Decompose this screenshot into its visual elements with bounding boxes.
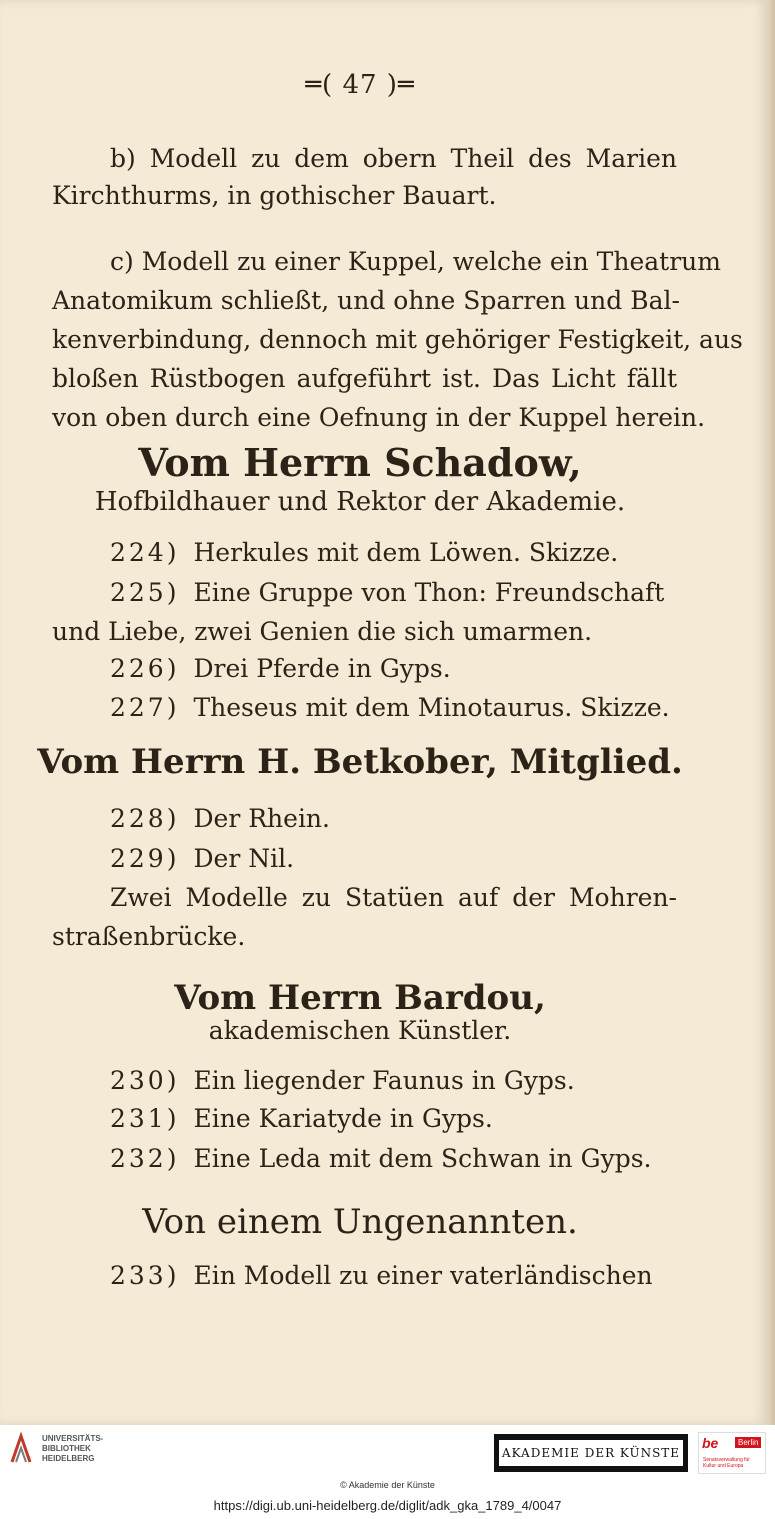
library-logo-text: UNIVERSITÄTS- BIBLIOTHEK HEIDELBERG bbox=[42, 1434, 104, 1463]
entry-text: Ein Modell zu einer vaterländischen bbox=[193, 1261, 653, 1290]
entry-number: 228) bbox=[110, 804, 180, 833]
entry-text: Der Nil. bbox=[193, 844, 295, 873]
catalog-entry bbox=[110, 1068, 677, 1093]
section-heading: Vom Herrn Bardou, bbox=[174, 978, 546, 1018]
text-line: Anatomikum schließt, und ohne Sparren und Bal- bbox=[52, 286, 680, 315]
library-emblem-icon bbox=[8, 1432, 34, 1466]
berlin-logo-city: Berlin bbox=[735, 1437, 761, 1448]
entry-number: 232) bbox=[110, 1144, 180, 1173]
text-line: kenverbindung, dennoch mit gehöriger Festigkeit, aus bbox=[52, 325, 743, 354]
berlin-logo-subtitle: Senatsverwaltung für Kultur und Europa bbox=[703, 1457, 750, 1469]
section-subheading: akademischen Künstler. bbox=[208, 1016, 512, 1045]
section-heading: Vom Herrn Schadow, bbox=[138, 440, 582, 485]
text-line: b) Modell zu dem obern Theil des Marien bbox=[110, 144, 677, 173]
entry-number: 224) bbox=[110, 538, 180, 567]
catalog-entry bbox=[110, 846, 677, 871]
berlin-logo-mark: be bbox=[702, 1435, 719, 1451]
catalog-entry bbox=[110, 1106, 677, 1131]
entry-number: 226) bbox=[110, 654, 180, 683]
section-subheading: Hofbildhauer und Rektor der Akademie. bbox=[94, 487, 626, 517]
adk-logo-label: AKADEMIE DER KÜNSTE bbox=[499, 1440, 683, 1466]
entry-text: Ein liegender Faunus in Gyps. bbox=[193, 1066, 575, 1095]
catalog-entry bbox=[110, 580, 677, 605]
adk-logo[interactable] bbox=[494, 1434, 688, 1472]
catalog-entry bbox=[110, 1146, 677, 1171]
entry-number: 231) bbox=[110, 1104, 180, 1133]
page-number-header: ═( 47 )═ bbox=[305, 70, 415, 100]
text-line: Kirchthurms, in gothischer Bauart. bbox=[52, 181, 497, 210]
entry-text: Eine Gruppe von Thon: Freundschaft bbox=[193, 578, 665, 607]
entry-number: 229) bbox=[110, 844, 180, 873]
catalog-entry bbox=[110, 806, 677, 831]
entry-text: Drei Pferde in Gyps. bbox=[193, 654, 451, 683]
text-line: bloßen Rüstbogen aufgeführt ist. Das Licht fällt bbox=[52, 364, 677, 393]
catalog-entry bbox=[110, 656, 677, 681]
text-line: von oben durch eine Oefnung in der Kuppel herein. bbox=[52, 403, 706, 432]
entry-number: 233) bbox=[110, 1261, 180, 1290]
catalog-entry: Zwei Modelle zu Statüen auf der Mohren- bbox=[110, 883, 677, 912]
ub-heidelberg-logo[interactable] bbox=[8, 1432, 112, 1466]
berlin-senate-logo[interactable] bbox=[698, 1432, 766, 1474]
catalog-entry: und Liebe, zwei Genien die sich umarmen. bbox=[52, 617, 593, 646]
catalog-entry bbox=[110, 1263, 677, 1288]
catalog-entry bbox=[110, 695, 677, 720]
entry-text: Herkules mit dem Löwen. Skizze. bbox=[193, 538, 619, 567]
entry-number: 225) bbox=[110, 578, 180, 607]
entry-number: 227) bbox=[110, 693, 180, 722]
section-heading: Vom Herrn H. Betkober, Mitglied. bbox=[37, 742, 683, 782]
copyright-text: © Akademie der Künste bbox=[340, 1480, 435, 1490]
catalog-entry: straßenbrücke. bbox=[52, 922, 246, 951]
entry-text: Theseus mit dem Minotaurus. Skizze. bbox=[193, 693, 670, 722]
entry-text: Der Rhein. bbox=[193, 804, 330, 833]
catalog-entry bbox=[110, 540, 677, 565]
entry-text: Eine Leda mit dem Schwan in Gyps. bbox=[193, 1144, 652, 1173]
source-url-link[interactable]: https://digi.ub.uni-heidelberg.de/diglit/adk_gka_1789_4/0047 bbox=[213, 1498, 562, 1513]
section-heading: Von einem Ungenannten. bbox=[142, 1202, 578, 1242]
entry-text: Eine Kariatyde in Gyps. bbox=[193, 1104, 493, 1133]
text-line: c) Modell zu einer Kuppel, welche ein Theatrum bbox=[110, 247, 721, 276]
entry-number: 230) bbox=[110, 1066, 180, 1095]
page-edge bbox=[768, 0, 775, 1425]
